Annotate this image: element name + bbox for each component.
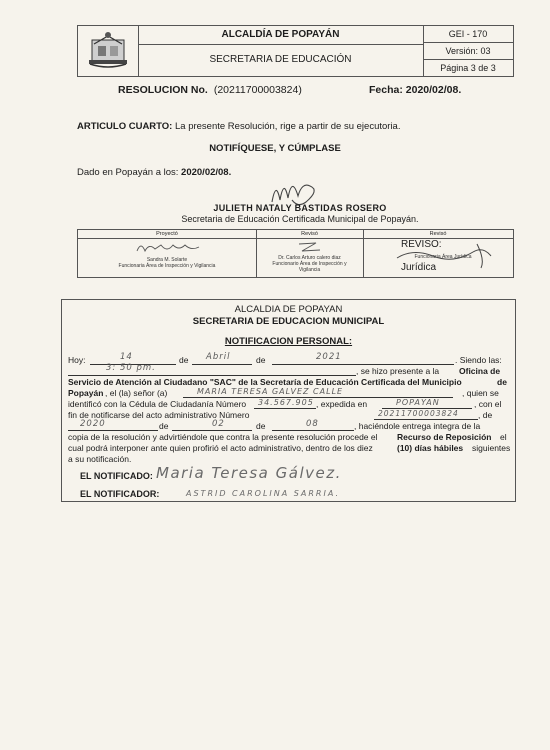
coat-of-arms-logo xyxy=(86,30,130,72)
time-underline xyxy=(68,375,356,376)
year-underline xyxy=(272,364,454,365)
de-label-5: de xyxy=(159,421,169,431)
notified-signature: Maria Teresa Gálvez. xyxy=(156,464,342,482)
notifier-label: EL NOTIFICADOR: xyxy=(80,489,160,499)
resolution-number: (20211700003824) xyxy=(213,84,302,96)
projected-header: Proyectó xyxy=(78,230,256,239)
legal-header: Revisó xyxy=(363,230,513,239)
article-fourth xyxy=(77,121,400,132)
personal-notification-box xyxy=(61,299,516,502)
notified-label: EL NOTIFICADO: xyxy=(80,471,153,481)
projected-role: Funcionaria Área de Inspección y Vigilancia xyxy=(118,263,216,269)
popayan-text: Popayán xyxy=(68,388,104,398)
box-title-entity: ALCALDIA DE POPAYAN xyxy=(234,304,343,315)
header-table xyxy=(77,25,514,77)
signature-calero xyxy=(296,240,326,254)
resolution-number-line xyxy=(118,84,302,96)
expedida-text: , expedida en xyxy=(316,399,368,409)
de-label-2: de xyxy=(256,355,266,365)
title-cell xyxy=(138,26,424,76)
act-month: 02 xyxy=(212,419,225,429)
actnum-underline xyxy=(374,419,478,420)
diez-dias-text: (10) días hábiles xyxy=(397,443,464,453)
reviewed-name: Dr. Carlos Arturo calero diaz xyxy=(278,255,341,261)
cedula-value: 34.567.905 xyxy=(258,398,314,407)
legal-sub-label: Jurídica xyxy=(401,262,437,273)
act-year: 2020 xyxy=(80,419,106,429)
review-col-legal xyxy=(363,230,513,277)
logo-cell xyxy=(78,26,139,76)
reviewed-role-2: Vigilancia xyxy=(298,267,321,273)
de-label-6: de xyxy=(256,421,266,431)
time-value: 3: 50 pm. xyxy=(106,363,156,373)
box-title-department: SECRETARIA DE EDUCACION MUNICIPAL xyxy=(192,316,385,327)
projected-name: Sandra M. Solarte xyxy=(146,257,188,263)
reviewed-role: Funcionario Área de Inspección y xyxy=(272,261,347,267)
cedula-underline xyxy=(254,408,316,409)
review-col-projected xyxy=(78,230,257,277)
review-col-reviewed xyxy=(256,230,364,277)
notifier-signature: ASTRID CAROLINA SARRIA. xyxy=(186,489,340,498)
code-cell xyxy=(423,26,513,76)
resolution-date: 2020/02/08. xyxy=(405,84,462,96)
act-day: 08 xyxy=(306,419,319,429)
month-underline-2 xyxy=(172,430,252,431)
actnum-value: 20211700003824 xyxy=(378,409,459,418)
given-line xyxy=(77,167,231,178)
given-date: 2020/02/08. xyxy=(181,167,232,178)
signature-legal xyxy=(393,240,498,270)
document-version: Versión: 03 xyxy=(423,43,513,60)
entity-name: ALCALDÍA DE POPAYÁN xyxy=(138,26,423,45)
de-label-3: de xyxy=(497,377,507,387)
resolution-label: RESOLUCION No. xyxy=(118,84,208,96)
el-text: el xyxy=(500,432,507,442)
interponer-text: cual podrá interponer ante quien profirió el acto administrativo, dentro de los diez xyxy=(68,443,373,453)
box-title-notification: NOTIFICACION PERSONAL: xyxy=(224,336,353,347)
person-value: MARIA TERESA GALVEZ CALLE xyxy=(197,387,344,396)
presente-text: , se hizo presente a la xyxy=(356,366,440,376)
resolution-date-line xyxy=(369,84,461,96)
sac-text: Servicio de Atención al Ciudadano "SAC" de la Secretaría de Educación Certificada del Municipio xyxy=(68,377,462,387)
month-value: Abril xyxy=(206,352,231,362)
legal-role: Funcionaria Área Jurídica xyxy=(414,254,472,260)
city-value: POPAYAN xyxy=(396,398,440,407)
oficina-text: Oficina de xyxy=(459,366,501,376)
page-indicator: Página 3 de 3 xyxy=(440,63,496,73)
signature-solarte xyxy=(133,239,213,257)
copia-text: copia de la resolución y advirtiéndole que contra la presente resolución procede el xyxy=(68,432,378,442)
cedula-text: identificó con la Cédula de Ciudadanía Número xyxy=(68,399,247,409)
year-value: 2021 xyxy=(316,352,342,362)
de-label-4: , de xyxy=(478,410,493,420)
conel-text: , con el xyxy=(474,399,502,409)
document-code: GEI - 170 xyxy=(423,26,513,43)
given-text: Dado en Popayán a los: xyxy=(77,167,179,178)
year-underline-2 xyxy=(68,430,158,431)
date-label: Fecha: xyxy=(369,84,403,96)
month-underline xyxy=(192,364,252,365)
department-name: SECRETARIA DE EDUCACIÓN xyxy=(209,54,352,65)
fin-text: fin de notificarse del acto administrativo Número xyxy=(68,410,250,420)
entrega-text: , haciéndole entrega integra de la xyxy=(354,421,481,431)
article-text: La presente Resolución, rige a partir de su ejecutoria. xyxy=(174,121,401,132)
notify-title: NOTIFÍQUESE, Y CÚMPLASE xyxy=(209,143,341,154)
notificacion-text: a su notificación. xyxy=(68,454,132,464)
siendo-label: . Siendo las: xyxy=(455,355,502,365)
reviewed-header: Revisó xyxy=(256,230,363,239)
quien-text: , quien se xyxy=(462,388,499,398)
hoy-label: Hoy: xyxy=(68,355,86,365)
review-table xyxy=(77,229,514,278)
senor-text: , el (la) señor (a) xyxy=(105,388,168,398)
legal-review-label: REVISO: xyxy=(401,239,442,250)
day-underline-2 xyxy=(272,430,354,431)
signatory-role: Secretaria de Educación Certificada Municipal de Popayán. xyxy=(181,214,419,224)
day-value: 14 xyxy=(120,352,133,362)
siguientes-text: siguientes xyxy=(472,443,511,453)
de-label-1: de xyxy=(179,355,189,365)
recurso-text: Recurso de Reposición xyxy=(397,432,492,442)
article-label: ARTICULO CUARTO: xyxy=(77,121,173,132)
signatory-name: JULIETH NATALY BASTIDAS ROSERO xyxy=(213,203,387,213)
